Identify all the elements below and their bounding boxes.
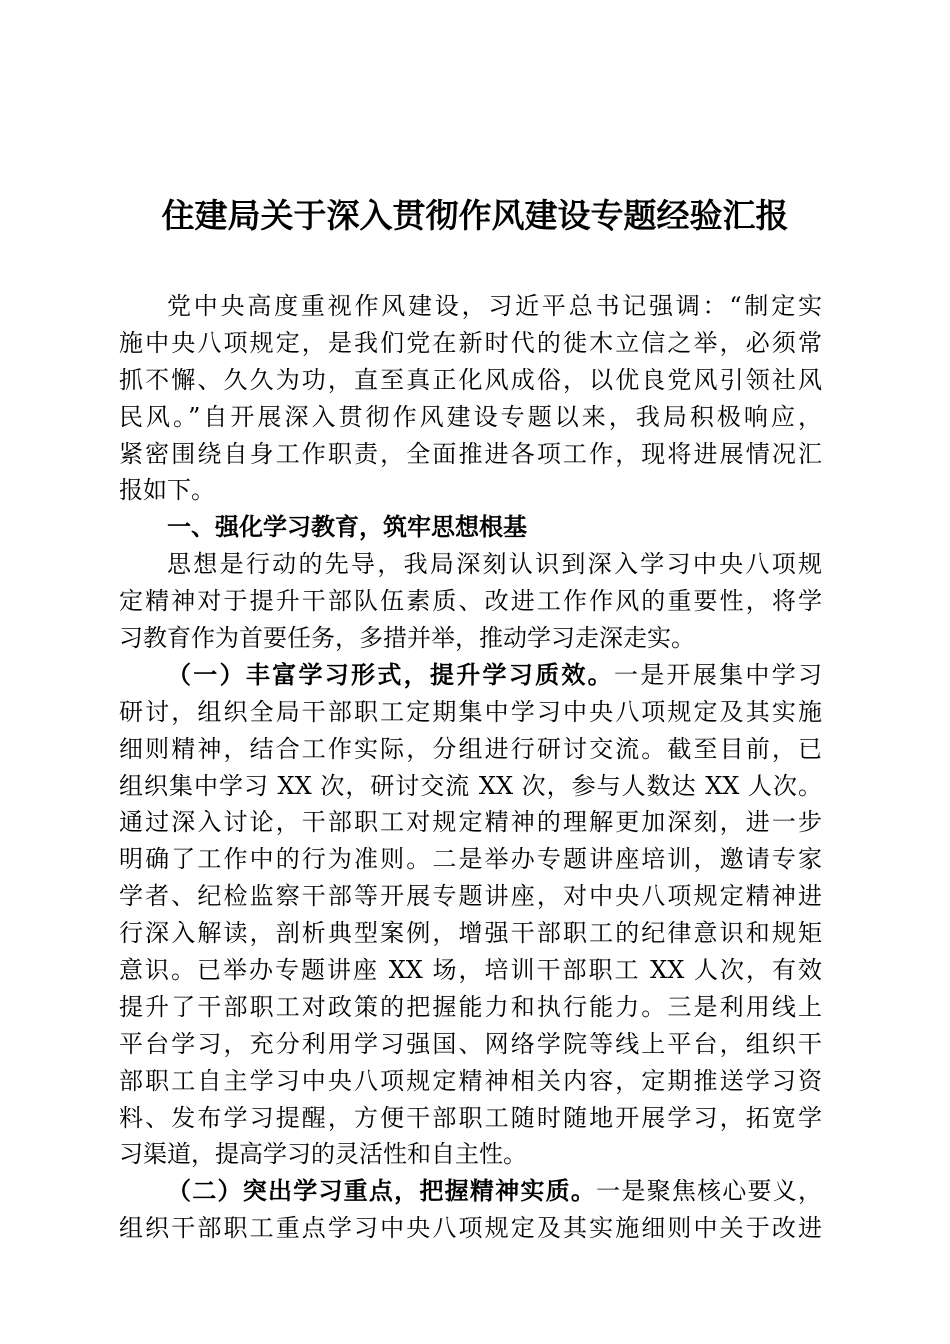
paragraph-line: 定精神对于提升干部队伍素质、改进工作作风的重要性，将学 — [119, 587, 822, 616]
paragraph-line: 明确了工作中的行为准则。二是举办专题讲座培训，邀请专家 — [119, 845, 822, 874]
paragraph-text: 一是聚焦核心要义， — [596, 1177, 823, 1206]
paragraph-line: 研讨，组织全局干部职工定期集中学习中央八项规定及其实施 — [119, 697, 822, 726]
paragraph-line: 党中央高度重视作风建设，习近平总书记强调：“制定实 — [167, 292, 822, 320]
document-title: 住建局关于深入贯彻作风建设专题经验汇报 — [161, 196, 789, 235]
section-heading: 一、强化学习教育，筑牢思想根基 — [167, 513, 527, 542]
paragraph-line: 民风。”自开展深入贯彻作风建设专题以来，我局积极响应， — [119, 402, 822, 431]
paragraph-line: 料、发布学习提醒，方便干部职工随时随地开展学习，拓宽学 — [119, 1103, 822, 1132]
paragraph-line: 学者、纪检监察干部等开展专题讲座，对中央八项规定精神进 — [119, 882, 822, 911]
paragraph-line: 行深入解读，剖析典型案例，增强干部职工的纪律意识和规矩 — [119, 919, 822, 948]
document-body — [119, 288, 822, 1247]
paragraph-line: 报如下。 — [119, 476, 215, 505]
paragraph-line: 细则精神，结合工作实际，分组进行研讨交流。截至目前，已 — [119, 734, 822, 763]
paragraph-line: 施中央八项规定，是我们党在新时代的徙木立信之举，必须常 — [119, 328, 822, 357]
paragraph-line: 组织干部职工重点学习中央八项规定及其实施细则中关于改进 — [119, 1214, 822, 1243]
paragraph-line: 抓不懈、久久为功，直至真正化风成俗，以优良党风引领社风 — [119, 365, 822, 394]
paragraph-line: 紧密围绕自身工作职责，全面推进各项工作，现将进展情况汇 — [119, 439, 822, 468]
paragraph-line: 思想是行动的先导，我局深刻认识到深入学习中央八项规 — [167, 550, 822, 579]
paragraph-line: 意识。已举办专题讲座 XX 场，培训干部职工 XX 人次，有效 — [119, 956, 822, 985]
subsection-lead: （一）丰富学习形式，提升学习质效。 — [167, 659, 614, 689]
subsection-lead: （二）突出学习重点，把握精神实质。 — [167, 1176, 597, 1206]
paragraph-line — [119, 1173, 822, 1210]
paragraph-line: 组织集中学习 XX 次，研讨交流 XX 次，参与人数达 XX 人次。 — [119, 771, 822, 800]
paragraph-line: 提升了干部职工对政策的把握能力和执行能力。三是利用线上 — [119, 992, 822, 1021]
paragraph-text: 一是开展集中学习 — [613, 660, 823, 689]
paragraph-line: 平台学习，充分利用学习强国、网络学院等线上平台，组织干 — [119, 1029, 822, 1058]
paragraph-line: 部职工自主学习中央八项规定精神相关内容，定期推送学习资 — [119, 1066, 822, 1095]
paragraph-line: 习教育作为首要任务，多措并举，推动学习走深走实。 — [119, 624, 695, 653]
paragraph-line: 习渠道，提高学习的灵活性和自主性。 — [119, 1140, 527, 1169]
paragraph-line — [119, 657, 822, 694]
paragraph-line: 通过深入讨论，干部职工对规定精神的理解更加深刻，进一步 — [119, 808, 822, 837]
